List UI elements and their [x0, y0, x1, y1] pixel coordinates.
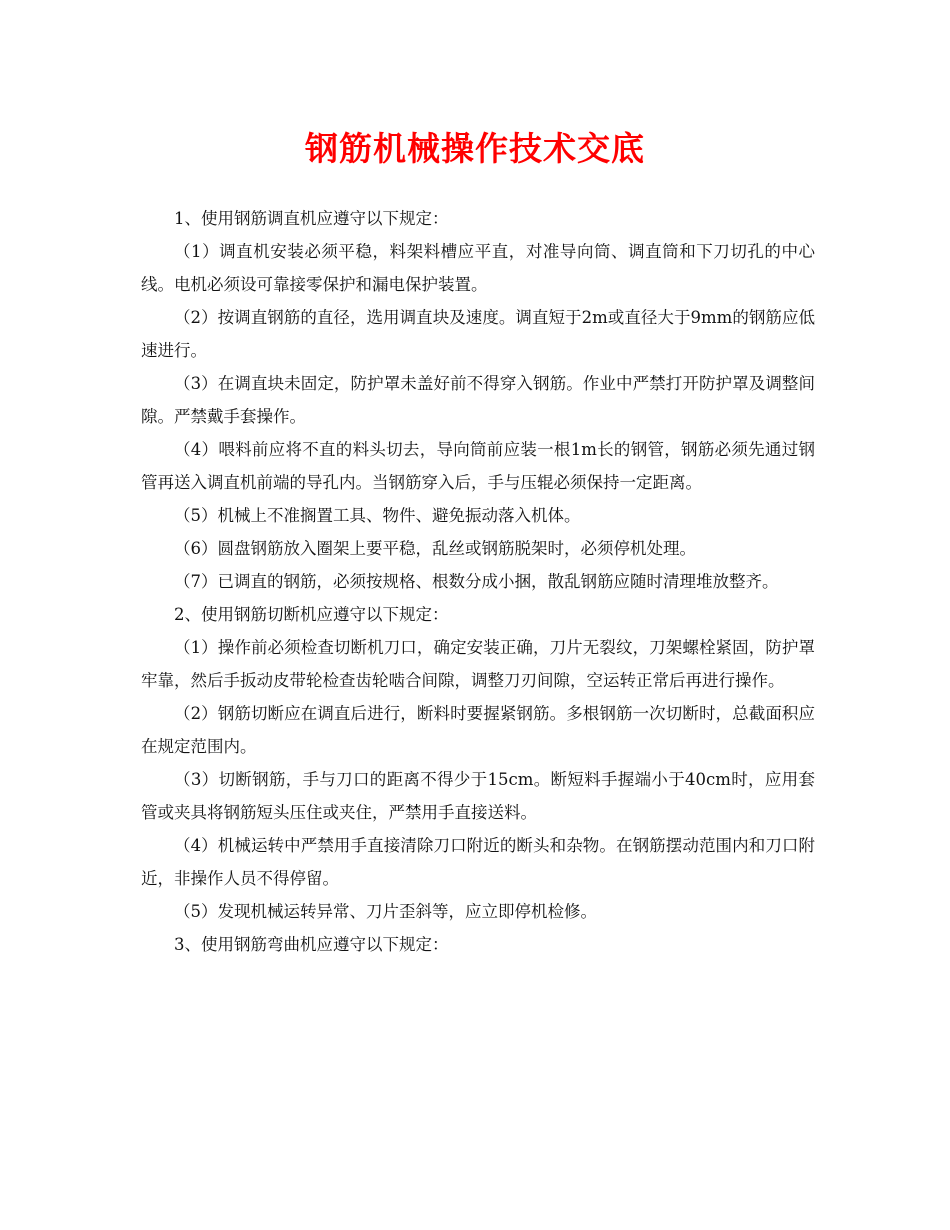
paragraph: （2）按调直钢筋的直径，选用调直块及速度。调直短于2m或直径大于9mm的钢筋应低速进行。	[141, 308, 815, 360]
paragraph: （4）喂料前应将不直的料头切去，导向筒前应装一根1m长的钢管，钢筋必须先通过钢管再送入调直机前端的导孔内。当钢筋穿入后，手与压辊必须保持一定距离。	[141, 440, 815, 492]
paragraph: （2）钢筋切断应在调直后进行，断料时要握紧钢筋。多根钢筋一次切断时，总截面积应在规定范围内。	[141, 704, 815, 756]
document-body	[141, 202, 815, 961]
paragraph: （3）切断钢筋，手与刀口的距离不得少于15cm。断短料手握端小于40cm时，应用套管或夹具将钢筋短头压住或夹住，严禁用手直接送料。	[141, 770, 815, 822]
section-heading: 1、使用钢筋调直机应遵守以下规定：	[174, 209, 449, 228]
section-heading: 3、使用钢筋弯曲机应遵守以下规定：	[174, 935, 449, 954]
paragraph: （3）在调直块未固定，防护罩未盖好前不得穿入钢筋。作业中严禁打开防护罩及调整间隙。严禁戴手套操作。	[141, 374, 815, 426]
paragraph: （5）机械上不准搁置工具、物件、避免振动落入机体。	[174, 506, 581, 525]
paragraph: （7）已调直的钢筋，必须按规格、根数分成小捆，散乱钢筋应随时清理堆放整齐。	[174, 572, 779, 591]
paragraph: （5）发现机械运转异常、刀片歪斜等，应立即停机检修。	[174, 902, 597, 921]
paragraph: （4）机械运转中严禁用手直接清除刀口附近的断头和杂物。在钢筋摆动范围内和刀口附近，非操作人员不得停留。	[141, 836, 815, 888]
paragraph: （1）调直机安装必须平稳，料架料槽应平直，对准导向筒、调直筒和下刀切孔的中心线。电机必须设可靠接零保护和漏电保护装置。	[141, 242, 815, 294]
paragraph: （1）操作前必须检查切断机刀口，确定安装正确，刀片无裂纹，刀架螺栓紧固，防护罩牢靠，然后手扳动皮带轮检查齿轮啮合间隙，调整刀刃间隙，空运转正常后再进行操作。	[141, 638, 815, 690]
paragraph: （6）圆盘钢筋放入圈架上要平稳，乱丝或钢筋脱架时，必须停机处理。	[174, 539, 696, 558]
document-title: 钢筋机械操作技术交底	[305, 129, 645, 168]
section-heading: 2、使用钢筋切断机应遵守以下规定：	[174, 605, 449, 624]
